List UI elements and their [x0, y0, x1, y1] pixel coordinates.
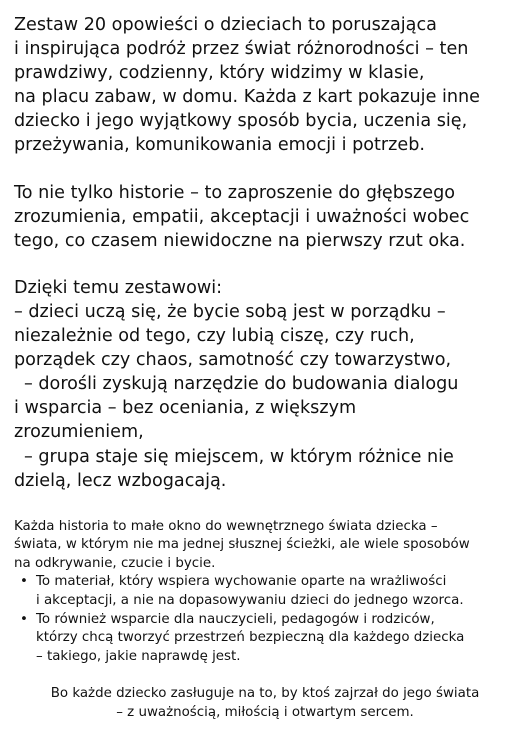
text-line: przeżywania, komunikowania emocji i potrzeb.: [14, 135, 425, 156]
text-line: i wsparcia – bez oceniania, z większym: [14, 398, 357, 419]
text-line: To nie tylko historie – to zaproszenie do głębszego: [14, 182, 456, 203]
bullet-list: [14, 573, 516, 666]
closing-paragraph: [14, 685, 516, 722]
text-line: niezależnie od tego, czy lubią ciszę, czy ruch,: [14, 326, 415, 347]
text-line: tego, co czasem niewidoczne na pierwszy rzut oka.: [14, 230, 466, 251]
text-line: To materiał, który wspiera wychowanie oparte na wrażliwości: [36, 574, 447, 590]
text-line: świata, w którym nie ma jednej słusznej ścieżki, ale wiele sposobów: [14, 537, 470, 553]
benefits-section: [14, 276, 516, 493]
benefit-item-children: [14, 300, 516, 372]
bullet-item-material: [14, 573, 516, 610]
text-line: – takiego, jakie naprawdę jest.: [36, 648, 241, 664]
text-line: Bo każde dziecko zasługuje na to, by ktoś zajrzał do jego świata: [50, 686, 480, 702]
text-line: którzy chcą tworzyć przestrzeń bezpieczną dla każdego dziecka: [36, 630, 465, 646]
text-line: dzielą, lecz wzbogacają.: [14, 470, 227, 491]
benefits-heading: Dzięki temu zestawowi:: [14, 277, 223, 298]
text-line: – grupa staje się miejscem, w którym różnice nie: [24, 446, 454, 467]
intro-paragraph: [14, 13, 516, 158]
window-paragraph: [14, 518, 516, 574]
benefit-item-group: [14, 445, 516, 493]
text-line: Zestaw 20 opowieści o dzieciach to poruszająca: [14, 15, 437, 35]
bullet-dot-icon: •: [20, 574, 28, 590]
benefit-item-adults: [14, 372, 516, 444]
text-line: – dzieci uczą się, że bycie sobą jest w porządku –: [14, 301, 446, 322]
text-line: i inspirująca podróż przez świat różnorodności – ten: [14, 39, 469, 60]
text-line: i akceptacji, a nie na dopasowywaniu dzieci do jednego wzorca.: [36, 593, 464, 609]
summary-section: [14, 518, 516, 723]
invitation-paragraph: [14, 181, 516, 253]
text-line: – dorośli zyskują narzędzie do budowania dialogu: [24, 374, 459, 395]
text-line: na odkrywanie, czucie i bycie.: [14, 555, 216, 571]
text-line: na placu zabaw, w domu. Każda z kart pokazuje inne: [14, 87, 481, 108]
text-line: Każda historia to małe okno do wewnętrznego świata dziecka –: [14, 518, 438, 534]
text-line: dziecko i jego wyjątkowy sposób bycia, uczenia się,: [14, 111, 468, 132]
text-line: zrozumieniem,: [14, 422, 144, 443]
text-line: prawdziwy, codzienny, który widzimy w klasie,: [14, 63, 425, 84]
text-line: porządek czy chaos, samotność czy towarzystwo,: [14, 350, 452, 371]
bullet-dot-icon: •: [20, 611, 28, 627]
text-line: – z uważnością, miłością i otwartym sercem.: [116, 705, 414, 721]
bullet-item-support: [14, 611, 516, 667]
text-line: To również wsparcie dla nauczycieli, pedagogów i rodziców,: [36, 611, 435, 627]
text-line: zrozumienia, empatii, akceptacji i uważności wobec: [14, 206, 470, 227]
